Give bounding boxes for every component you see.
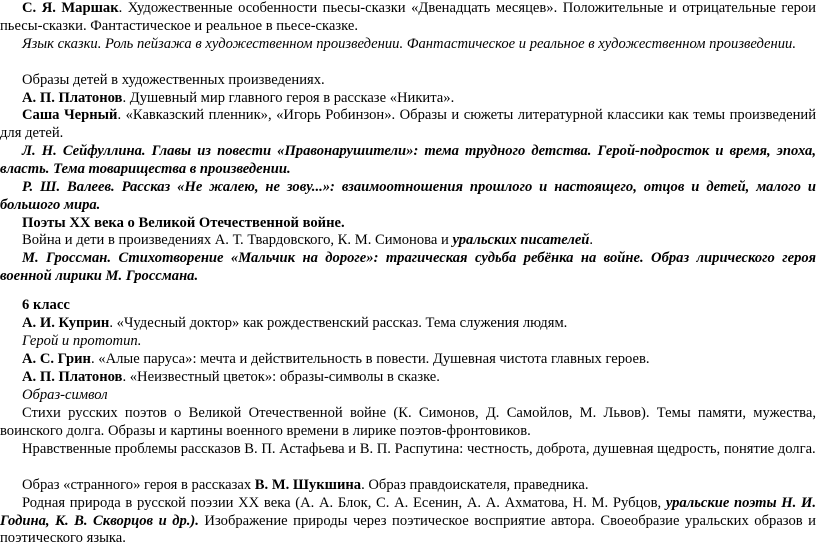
text-run: С. Я. Маршак — [22, 0, 119, 16]
text-run: Образы детей в художественных произведениях. — [22, 72, 325, 88]
text-run: Нравственные проблемы рассказов В. П. Астафьева и В. П. Распутина: честность, доброта, душевная щедрость, понятие долга. — [22, 441, 816, 457]
text-run: Родная природа в русской поэзии XX века (А. А. Блок, С. А. Есенин, А. А. Ахматова, Н. М. Рубцов, — [22, 495, 666, 511]
text-run: . «Кавказский пленник», «Игорь Робинзон». Образы и сюжеты литературной классики как темы произведений для детей. — [0, 107, 816, 141]
text-run: Поэты XX века о Великой Отечественной войне. — [22, 215, 345, 231]
paragraph-children-images — [0, 72, 816, 90]
text-run: А. П. Платонов — [22, 369, 123, 385]
text-run: Изображение природы через поэтическое восприятие автора. Своеобразие уральских образов и поэтического языка. — [0, 512, 816, 547]
paragraph-fairy-language — [0, 36, 816, 54]
text-run: . Художественные особенности пьесы-сказки «Двенадцать месяцев». Положительные и отрицательные герои пьесы-сказки. Фантастическое и реальное в пьесе-сказке. — [0, 0, 816, 34]
text-run: . — [589, 232, 594, 248]
paragraph-grin — [0, 351, 816, 369]
paragraph-seifullina — [0, 143, 816, 178]
grade-6-heading — [0, 297, 816, 315]
paragraph-hero-prototype — [0, 333, 816, 351]
text-run: . Образ правдоискателя, праведника. — [361, 477, 589, 493]
paragraph-war-poems — [0, 405, 816, 440]
paragraph-kuprin — [0, 315, 816, 333]
text-run: Л. Н. Сейфуллина. Главы из повести «Правонарушители»: тема трудного детства. Герой-подросток и время, эпоха, власть. Тема товарищества в произведении. — [0, 143, 816, 177]
text-run: 6 класс — [22, 297, 70, 313]
text-run: Война и дети в произведениях А. Т. Твардовского, К. М. Симонова и — [22, 232, 453, 248]
text-run: В. М. Шукшина — [254, 477, 362, 493]
text-run: Р. Ш. Валеев. Рассказ «Не жалею, не зову...»: взаимоотношения прошлого и настоящего, отцов и детей, малого и большого мира. — [0, 179, 816, 213]
text-run: Саша Черный — [22, 107, 118, 123]
text-run: Стихи русских поэтов о Великой Отечественной войне (К. Симонов, Д. Самойлов, М. Львов). Темы памяти, мужества, воинского долга. Образы и картины военного времени в лирике поэтов-фронтовиков. — [0, 405, 816, 439]
text-run: . Душевный мир главного героя в рассказе «Никита». — [122, 90, 455, 106]
paragraph-war-poets-heading — [0, 215, 816, 233]
text-run: Язык сказки. Роль пейзажа в художественном произведении. Фантастическое и реальное в художественном произведении. — [22, 36, 796, 52]
paragraph-marshak — [0, 0, 816, 35]
paragraph-astafiev-rasputin — [0, 441, 816, 459]
text-run: А. П. Платонов — [22, 90, 123, 106]
text-run: М. Гроссман. Стихотворение «Мальчик на дороге»: трагическая судьба ребёнка на войне. Образ лирического героя военной лирики М. Гроссмана. — [0, 250, 816, 284]
text-run: Образ-символ — [22, 387, 108, 403]
text-run: Образ «странного» героя в рассказах — [22, 477, 255, 493]
paragraph-shukshin — [0, 477, 816, 495]
paragraph-platonov-nikita — [0, 90, 816, 108]
text-run: А. И. Куприн — [22, 315, 110, 331]
paragraph-war-children — [0, 232, 816, 250]
paragraph-sasha-cherny — [0, 107, 816, 142]
text-run: . «Алые паруса»: мечта и действительность в повести. Душевная чистота главных героев. — [90, 351, 650, 367]
text-run: . «Чудесный доктор» как рождественский рассказ. Тема служения людям. — [109, 315, 568, 331]
text-run: А. С. Грин — [22, 351, 91, 367]
paragraph-platonov-flower — [0, 369, 816, 387]
paragraph-native-nature — [0, 495, 816, 548]
paragraph-valeev — [0, 179, 816, 214]
text-run: уральские поэты Н. И. Година, К. В. Скворцов и др.). — [0, 495, 816, 529]
paragraph-grossman — [0, 250, 816, 285]
text-run: Герой и прототип. — [22, 333, 142, 349]
paragraph-image-symbol — [0, 387, 816, 405]
text-run: уральских писателей — [452, 232, 590, 248]
text-run: . «Неизвестный цветок»: образы-символы в сказке. — [122, 369, 440, 385]
